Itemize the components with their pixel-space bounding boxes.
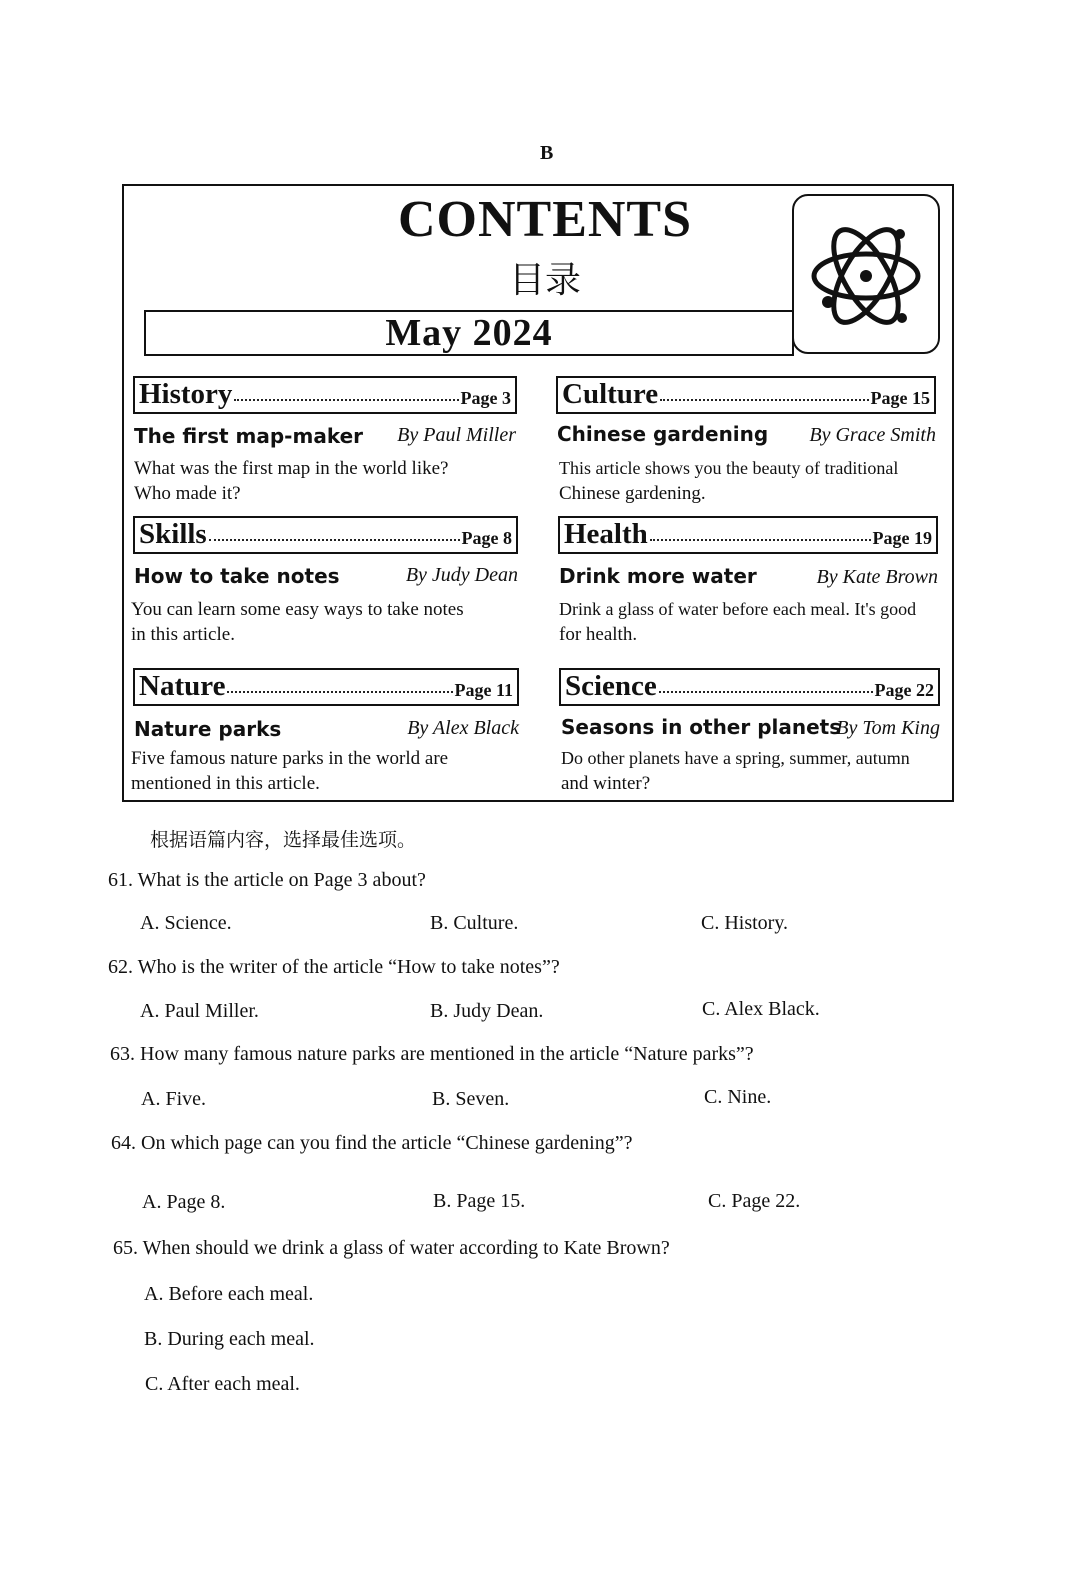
question-stem: 61. What is the article on Page 3 about?	[108, 869, 426, 891]
section-page: Page 19	[872, 528, 932, 548]
section-page: Page 8	[461, 528, 512, 548]
question-stem: 65. When should we drink a glass of water according to Kate Brown?	[113, 1237, 670, 1259]
contents-subtitle: 目录	[508, 260, 581, 301]
article-author: By Paul Miller	[397, 424, 516, 446]
leader-dots	[659, 691, 873, 693]
article-desc-line: for health.	[559, 624, 638, 645]
leader-dots	[227, 691, 452, 693]
leader-dots	[650, 539, 871, 541]
leader-dots	[660, 399, 868, 401]
section-header-history	[133, 376, 517, 414]
question-stem: 63. How many famous nature parks are mentioned in the article “Nature parks”?	[110, 1043, 754, 1065]
section-page: Page 3	[460, 388, 511, 408]
article-desc-line: Chinese gardening.	[559, 483, 706, 504]
article-desc-line: What was the first map in the world like?	[134, 458, 449, 479]
option: B. During each meal.	[144, 1328, 315, 1350]
section-header-health	[558, 516, 938, 554]
section-header-science	[559, 668, 940, 706]
option: C. History.	[701, 912, 789, 934]
article-desc-line: Five famous nature parks in the world are	[131, 748, 449, 769]
article-author: By Tom King	[836, 717, 940, 739]
article-author: By Alex Black	[407, 717, 519, 739]
section-header-nature	[133, 668, 519, 706]
question-stem: 62. Who is the writer of the article “How to take notes”?	[108, 956, 560, 978]
section-page: Page 15	[870, 388, 930, 408]
option: A. Before each meal.	[144, 1283, 314, 1305]
article-title: The first map-maker	[134, 424, 364, 448]
article-title: Drink more water	[559, 564, 757, 588]
section-name: Skills	[139, 518, 207, 550]
section-header-culture	[556, 376, 936, 414]
option: A. Page 8.	[142, 1191, 226, 1213]
article-desc-line: You can learn some easy ways to take notes	[131, 599, 464, 620]
section-page: Page 11	[454, 680, 513, 700]
article-author: By Grace Smith	[809, 424, 936, 446]
question-stem: 64. On which page can you find the article “Chinese gardening”?	[111, 1132, 633, 1154]
article-desc-line: mentioned in this article.	[131, 773, 320, 794]
section-name: Nature	[139, 670, 226, 702]
option: C. Nine.	[704, 1086, 772, 1108]
instruction: 根据语篇内容，选择最佳选项。	[150, 829, 417, 851]
option: B. Judy Dean.	[430, 1000, 544, 1022]
article-author: By Judy Dean	[405, 564, 518, 586]
article-title: How to take notes	[134, 564, 340, 588]
option: C. After each meal.	[145, 1373, 300, 1395]
section-name: Health	[564, 518, 648, 550]
leader-dots	[209, 539, 460, 541]
option: B. Seven.	[432, 1088, 510, 1110]
article-author: By Kate Brown	[816, 566, 938, 588]
contents-title: CONTENTS	[397, 191, 693, 248]
article-desc-line: Do other planets have a spring, summer, autumn	[561, 748, 910, 768]
option: B. Culture.	[430, 912, 519, 934]
issue-month: May 2024	[144, 310, 794, 356]
article-desc-line: This article shows you the beauty of traditional	[559, 458, 899, 478]
option: A. Paul Miller.	[140, 1000, 259, 1022]
article-title: Chinese gardening	[557, 422, 769, 446]
section-header-skills	[133, 516, 518, 554]
article-desc-line: and winter?	[561, 773, 651, 794]
article-title: Seasons in other planets	[561, 715, 842, 739]
article-desc-line: Who made it?	[134, 483, 241, 504]
option: B. Page 15.	[433, 1190, 526, 1212]
option: C. Page 22.	[708, 1190, 801, 1212]
section-name: History	[139, 378, 233, 410]
option: A. Five.	[141, 1088, 206, 1110]
section-name: Science	[565, 670, 657, 702]
section-letter: B	[540, 142, 554, 164]
leader-dots	[234, 399, 458, 401]
option: A. Science.	[140, 912, 232, 934]
article-title: Nature parks	[134, 717, 282, 741]
atom-icon	[806, 206, 926, 342]
section-page: Page 22	[874, 680, 934, 700]
article-desc-line: in this article.	[131, 624, 235, 645]
article-desc-line: Drink a glass of water before each meal. It's good	[559, 599, 917, 619]
option: C. Alex Black.	[702, 998, 820, 1020]
section-name: Culture	[562, 378, 659, 410]
